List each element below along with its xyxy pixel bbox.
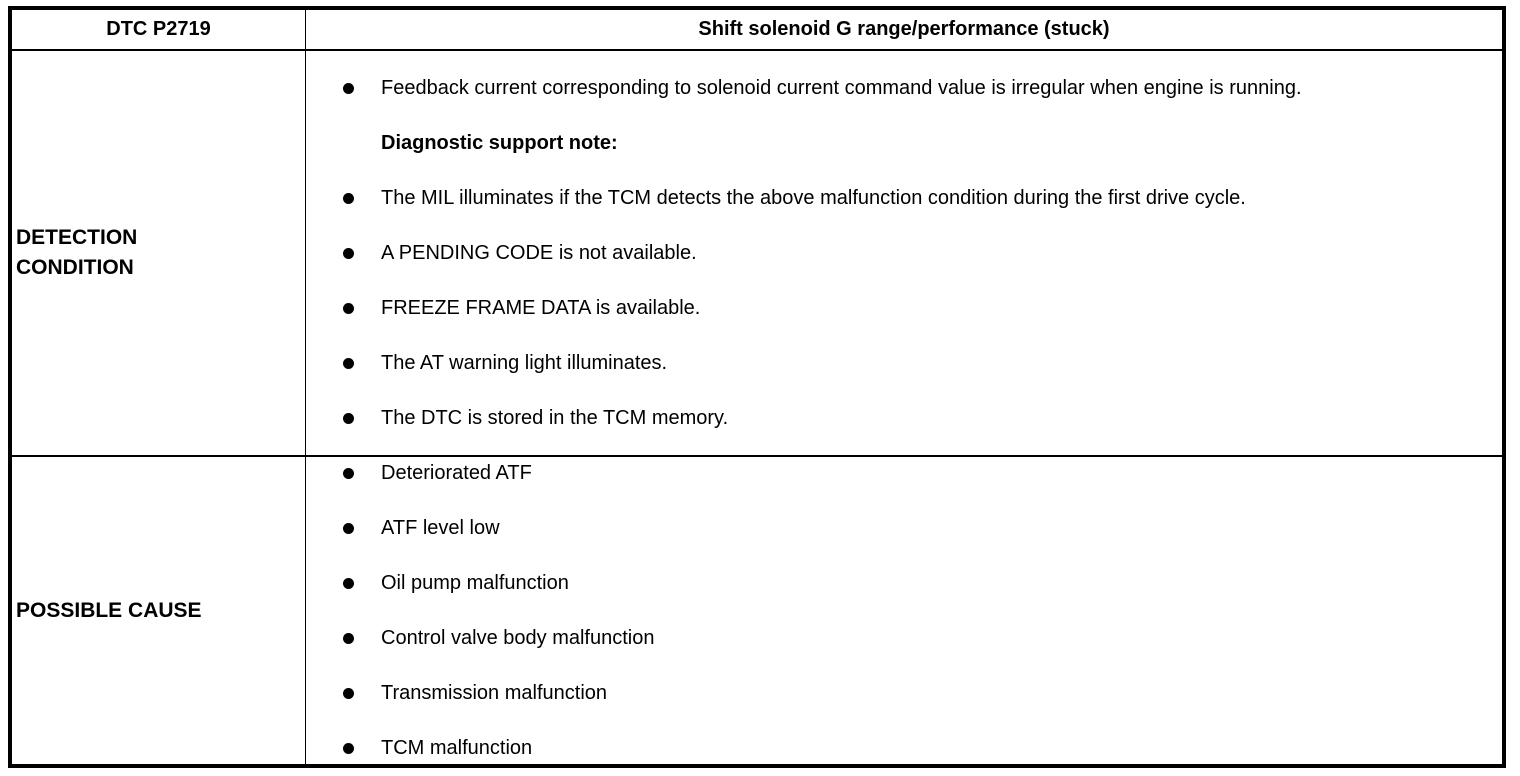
list-item bbox=[343, 513, 1482, 543]
possible-cause-row bbox=[12, 456, 1503, 765]
list-item-text: The MIL illuminates if the TCM detects the above malfunction condition during the first drive cycle. bbox=[381, 187, 1246, 209]
list-item bbox=[343, 568, 1482, 598]
table-header-row bbox=[12, 10, 1503, 51]
bullet-dot-icon bbox=[343, 578, 354, 589]
list-item bbox=[343, 403, 1482, 433]
list-item-text: Feedback current corresponding to solenoid current command value is irregular when engine is running. bbox=[381, 77, 1302, 99]
detection-condition-row bbox=[12, 50, 1503, 456]
list-item-text: Deteriorated ATF bbox=[381, 462, 532, 484]
detection-condition-label bbox=[12, 50, 306, 456]
list-item bbox=[343, 73, 1482, 103]
cause-list bbox=[306, 458, 1502, 763]
detection-condition-content bbox=[306, 50, 1503, 456]
list-item-text: FREEZE FRAME DATA is available. bbox=[381, 297, 701, 319]
list-item bbox=[343, 238, 1482, 268]
list-item-text: TCM malfunction bbox=[381, 737, 533, 759]
list-item-text: The AT warning light illuminates. bbox=[381, 352, 668, 374]
note-title-text: Diagnostic support note: bbox=[381, 132, 618, 154]
list-item bbox=[343, 183, 1482, 213]
detection-label-line1: DETECTION bbox=[16, 226, 138, 249]
list-item-text: Transmission malfunction bbox=[381, 682, 608, 704]
dtc-table-frame bbox=[8, 6, 1506, 768]
detection-label-line2: CONDITION bbox=[16, 256, 134, 279]
bullet-dot-icon bbox=[343, 523, 354, 534]
bullet-dot-icon bbox=[343, 193, 354, 204]
list-item-text: Oil pump malfunction bbox=[381, 572, 569, 594]
list-item bbox=[343, 458, 1482, 488]
list-item bbox=[343, 293, 1482, 323]
list-item bbox=[343, 733, 1482, 763]
bullet-dot-icon bbox=[343, 83, 354, 94]
bullet-dot-icon bbox=[343, 468, 354, 479]
list-item bbox=[343, 348, 1482, 378]
diagnostic-note-title bbox=[343, 128, 1482, 158]
bullet-dot-icon bbox=[343, 303, 354, 314]
dtc-code-cell: DTC P2719 bbox=[12, 10, 306, 51]
bullet-dot-icon bbox=[343, 633, 354, 644]
list-item-text: Control valve body malfunction bbox=[381, 627, 655, 649]
list-item-text: The DTC is stored in the TCM memory. bbox=[381, 407, 729, 429]
possible-cause-label: POSSIBLE CAUSE bbox=[12, 456, 306, 765]
list-item bbox=[343, 678, 1482, 708]
bullet-dot-icon bbox=[343, 248, 354, 259]
detection-list bbox=[306, 73, 1502, 433]
bullet-dot-icon bbox=[343, 688, 354, 699]
dtc-table bbox=[11, 9, 1503, 765]
list-item-text: A PENDING CODE is not available. bbox=[381, 242, 697, 264]
list-item bbox=[343, 623, 1482, 653]
list-item-text: ATF level low bbox=[381, 517, 500, 539]
possible-cause-content bbox=[306, 456, 1503, 765]
bullet-dot-icon bbox=[343, 413, 354, 424]
bullet-dot-icon bbox=[343, 743, 354, 754]
bullet-dot-icon bbox=[343, 358, 354, 369]
dtc-description-cell: Shift solenoid G range/performance (stuck) bbox=[306, 10, 1503, 51]
